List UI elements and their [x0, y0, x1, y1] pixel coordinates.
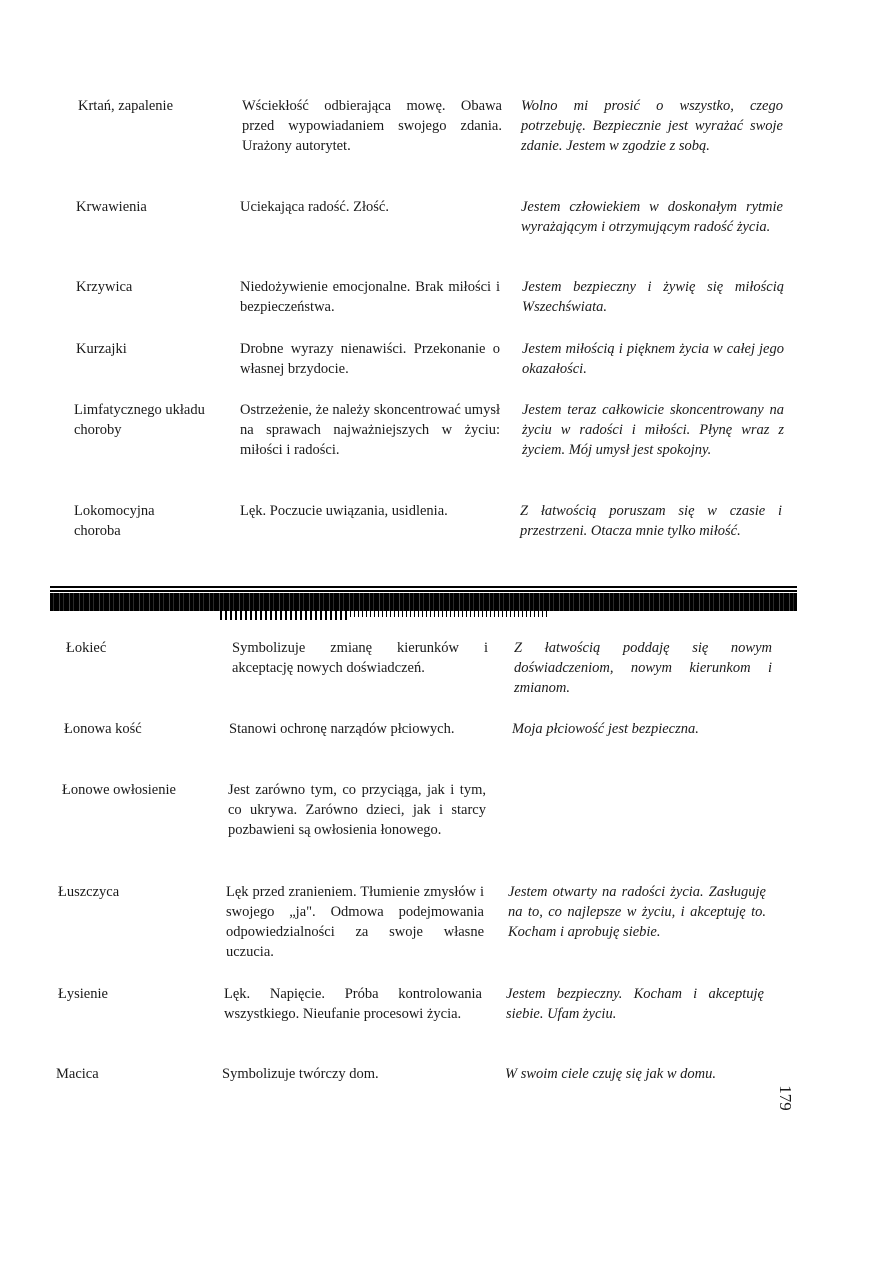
cause-cell: Symbolizuje zmianę kierunków i akceptację nowych doświadczeń.: [232, 640, 488, 676]
affirmation-cell: W swoim ciele czuję się jak w domu.: [505, 1066, 717, 1082]
cause-cell: Symbolizuje twórczy dom.: [222, 1066, 379, 1082]
page-number: 179: [775, 1085, 795, 1111]
affirmation-cell: Jestem człowiekiem w doskonałym rytmie wyrażającym i otrzymującym radość życia.: [521, 199, 783, 235]
band-core: [50, 593, 797, 611]
problem-cell: Lokomocyjna choroba: [74, 503, 155, 539]
cause-cell: Lęk przed zranieniem. Tłumienie zmysłów i swojego „ja". Odmowa podejmowania odpowiedzialności za swoje własne uczucia.: [226, 884, 484, 960]
affirmation-cell: Z łatwością poruszam się w czasie i przestrzeni. Otacza mnie tylko miłość.: [520, 503, 782, 539]
problem-cell: Kurzajki: [76, 341, 127, 357]
cause-cell: Niedożywienie emocjonalne. Brak miłości i bezpieczeństwa.: [240, 279, 500, 315]
affirmation-cell: Jestem bezpieczny i żywię się miłością Wszechświata.: [522, 279, 784, 315]
affirmation-cell: Jestem teraz całkowicie skoncentrowany na życiu w radości i miłości. Płynę wraz z życiem. Mój umysł jest spokojny.: [522, 402, 784, 458]
cause-cell: Wściekłość odbierająca mowę. Obawa przed wypowiadaniem swojego zdania. Urażony autorytet.: [242, 98, 502, 154]
problem-cell: Łonowa kość: [64, 721, 142, 737]
band-fringe: [350, 611, 550, 617]
problem-cell: Łuszczyca: [58, 884, 120, 900]
problem-cell: Limfatycznego układu choroby: [74, 402, 205, 438]
cause-cell: Jest zarówno tym, co przyciąga, jak i tym, co ukrywa. Zarówno dzieci, jak i starcy pozbawieni są owłosienia łonowego.: [228, 782, 486, 838]
scan-boundary-band: [50, 584, 797, 622]
affirmation-cell: Z łatwością poddaję się nowym doświadczeniom, nowym kierunkom i zmianom.: [514, 640, 772, 696]
affirmation-cell: Jestem bezpieczny. Kocham i akceptuję siebie. Ufam życiu.: [506, 986, 764, 1022]
cause-cell: Ostrzeżenie, że należy skoncentrować umysł na sprawach najważniejszych w życiu: miłości i radości.: [240, 402, 500, 458]
problem-cell: Łonowe owłosienie: [62, 782, 176, 798]
problem-cell: Łysienie: [58, 986, 108, 1002]
affirmation-cell: Jestem miłością i pięknem życia w całej jego okazałości.: [522, 341, 784, 377]
band-fringe: [220, 611, 350, 620]
problem-cell: Krwawienia: [76, 199, 147, 215]
affirmation-cell: Wolno mi prosić o wszystko, czego potrzebuję. Bezpiecznie jest wyrażać swoje zdanie. Jestem w zgodzie z sobą.: [521, 98, 783, 154]
cause-cell: Lęk. Poczucie uwiązania, usidlenia.: [240, 503, 448, 519]
affirmation-cell: Moja płciowość jest bezpieczna.: [512, 721, 699, 737]
cause-cell: Stanowi ochronę narządów płciowych.: [229, 721, 455, 737]
band-stripe: [50, 586, 797, 588]
cause-cell: Uciekająca radość. Złość.: [240, 199, 389, 215]
problem-cell: Łokieć: [66, 640, 107, 656]
problem-cell: Krzywica: [76, 279, 133, 295]
problem-cell: Macica: [56, 1066, 99, 1082]
cause-cell: Drobne wyrazy nienawiści. Przekonanie o własnej brzydocie.: [240, 341, 500, 377]
cause-cell: Lęk. Napięcie. Próba kontrolowania wszystkiego. Nieufanie procesowi życia.: [224, 986, 482, 1022]
band-stripe: [50, 590, 797, 592]
affirmation-cell: Jestem otwarty na radości życia. Zasługuję na to, co najlepsze w życiu, i akceptuję to. Kocham i aprobuję siebie.: [508, 884, 766, 940]
problem-cell: Krtań, zapalenie: [78, 98, 174, 114]
